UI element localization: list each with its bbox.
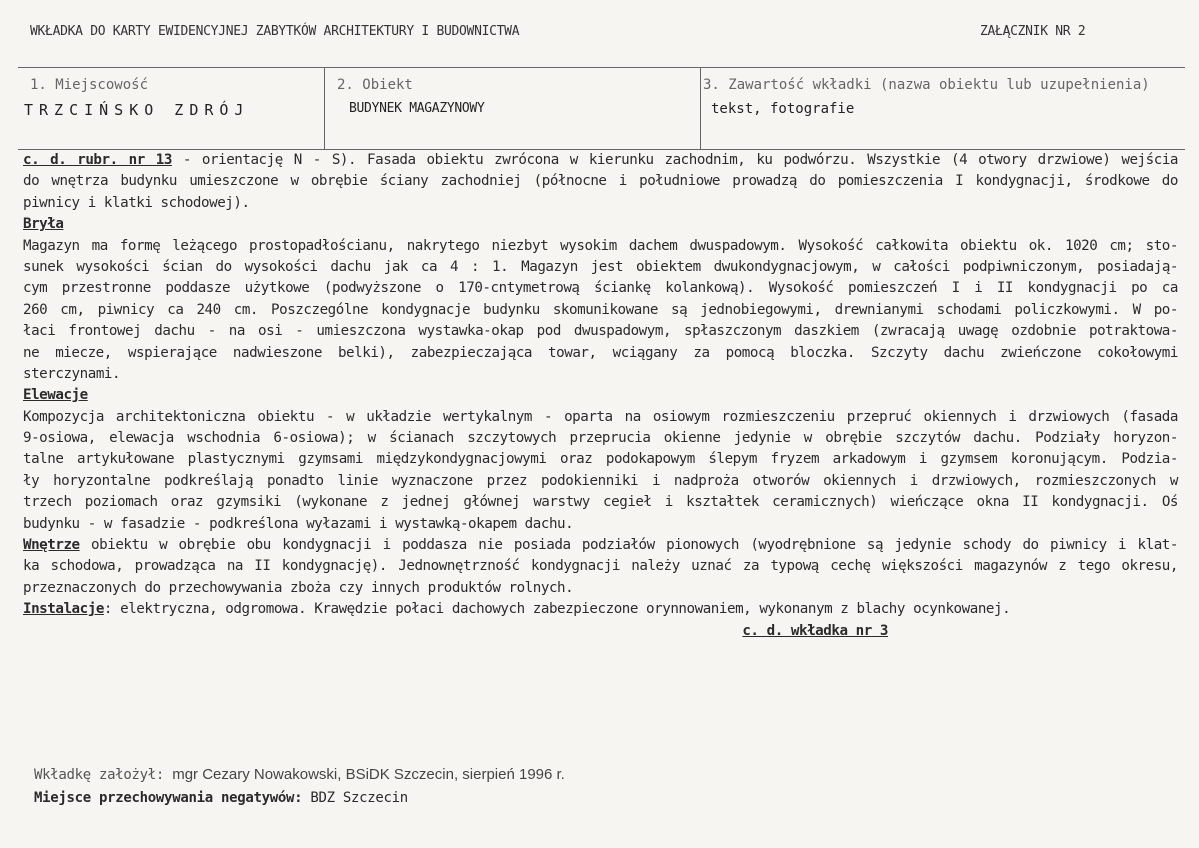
- intro-label: c. d. rubr. nr 13: [23, 152, 172, 168]
- elewacje-line: 9-osiowa, elewacja wschodnia 6-osiowa); w ścianach szczytowych przeprucia okienne jedynie w obrębie szczytów dachu. Podziały horyzon-: [23, 430, 1178, 447]
- elewacje-line: Kompozycja architektoniczna obiektu - w układzie wertykalnym - oparta na osiowym rozmieszczeniu przepruć okiennych i drzwiowych (fasada: [23, 408, 1178, 425]
- header-fields-table: [18, 67, 1185, 150]
- bryla-line: Magazyn ma formę leżącego prostopadłościanu, nakrytego niezbyt wysokim dachem dwuspadowym. Wysokość całkowita obiektu ok. 1020 cm; sto-: [23, 237, 1178, 254]
- bryla-line: łaci frontowej dachu - na osi - umieszczona wystawka-okap pod dwuspadowym, spłaszczonym daszkiem (zwracają uwagę ozdobnie potraktowa-: [23, 323, 1178, 340]
- place-cell: [18, 68, 325, 149]
- contents-cell: [701, 68, 1185, 149]
- negatives-location: [34, 790, 408, 806]
- bryla-line: sunek wysokości ścian do wysokości dachu jak ca 4 : 1. Magazyn jest obiektem dwukondygnacjowym, w całości podpiwniczonym, posiadają-: [23, 258, 1178, 275]
- created-by: [34, 766, 565, 783]
- attachment-number: ZAŁĄCZNIK NR 2: [980, 24, 1086, 39]
- object-cell: [325, 68, 701, 149]
- instalacje-line: Instalacje: elektryczna, odgromowa. Krawędzie połaci dachowych zabezpieczone orynnowaniem, wykonanym z blachy ocynkowanej.: [23, 601, 1011, 618]
- intro-line-1: [23, 150, 1178, 171]
- continued-reference: c. d. wkładka nr 3: [742, 622, 888, 639]
- wnetrze-line: ka schodowa, prowadząca na II kondygnację). Jednownętrzność kondygnacji należy uznać za typową cechę większości magazynów z tego okresu,: [23, 558, 1178, 575]
- wnetrze-line: przeznaczonych do przechowywania zboża czy innych produktów rolnych.: [23, 579, 574, 596]
- section-heading-instalacje: Instalacje: [23, 601, 104, 618]
- object-label: 2. Obiekt: [337, 77, 413, 93]
- bryla-line: cym przestronne poddasze użytkowe (podwyższone o 170-cntymetrową ściankę kolankową). Wysokość pomieszczeń I i II kondygnacji po ca: [23, 280, 1178, 297]
- bryla-line: 260 cm, piwnicy ca 240 cm. Poszczególne kondygnacje budynku skomunikowane są jednobiegowymi, drewnianymi schodami policzkowymi. W po-: [23, 301, 1178, 318]
- elewacje-line: trzech poziomach oraz gzymsiki (wykonane z jednej głównej warstwy cegieł i kształtek ceramicznych) wieńczące okna II kondygnacji. Oś: [23, 494, 1178, 511]
- bryla-line: sterczynami.: [23, 365, 121, 382]
- contents-value: tekst, fotografie: [711, 101, 855, 117]
- intro-text: - orientację N - S). Fasada obiektu zwrócona w kierunku zachodnim, ku podwórzu. Wszystkie (4 otwory drzwiowe) wejścia: [171, 152, 1179, 168]
- intro-line-2: do wnętrza budynku umieszczone w obrębie ściany zachodniej (północne i południowe prowadzą do pomieszczenia I kondygnacji, środkowe do: [23, 173, 1178, 190]
- object-value: BUDYNEK MAGAZYNOWY: [349, 101, 485, 116]
- description-body: [23, 150, 1178, 642]
- continued-reference-line: [23, 621, 1178, 642]
- negatives-label: Miejsce przechowywania negatywów:: [34, 790, 303, 806]
- section-heading-bryla: Bryła: [23, 216, 64, 233]
- created-by-value: mgr Cezary Nowakowski, BSiDK Szczecin, sierpień 1996 r.: [172, 766, 565, 783]
- elewacje-line: talne artykułowane plastycznymi gzymsami międzykondygnacjowymi oraz podokapowym ślepym fryzem arkadowym i gzymsem koronującym. Podzia-: [23, 451, 1178, 468]
- contents-label: 3. Zawartość wkładki (nazwa obiektu lub uzupełnienia): [703, 77, 1150, 93]
- negatives-value: BDZ Szczecin: [310, 790, 408, 806]
- section-heading-wnetrze: Wnętrze: [23, 537, 80, 554]
- intro-line-3: piwnicy i klatki schodowej).: [23, 194, 250, 211]
- place-value: TRZCIŃSKO ZDRÓJ: [24, 101, 250, 119]
- form-title: WKŁADKA DO KARTY EWIDENCYJNEJ ZABYTKÓW ARCHITEKTURY I BUDOWNICTWA: [30, 24, 520, 39]
- created-by-label: Wkładkę założył:: [34, 767, 165, 783]
- wnetrze-line-1: Wnętrze obiektu w obrębie obu kondygnacji i poddasza nie posiada podziałów pionowych (wyodrębnione są jedynie schody do piwnicy i klat-: [23, 537, 1178, 554]
- elewacje-line: budynku - w fasadzie - podkreślona wyłazami i wystawką-okapem dachu.: [23, 515, 574, 532]
- place-label: 1. Miejscowość: [30, 77, 149, 93]
- section-heading-elewacje: Elewacje: [23, 387, 88, 404]
- bryla-line: ne miecze, wspierające nadwieszone belki), zabezpieczająca towar, wciągany za pomocą bloczka. Szczyty dachu zwieńczone cokołowymi: [23, 344, 1178, 361]
- elewacje-line: ły horyzontalne podkreślają ponadto linie wyznaczone przez podokienniki i nadproża otworów okiennych i drzwiowych, rozmieszczonych w: [23, 472, 1178, 489]
